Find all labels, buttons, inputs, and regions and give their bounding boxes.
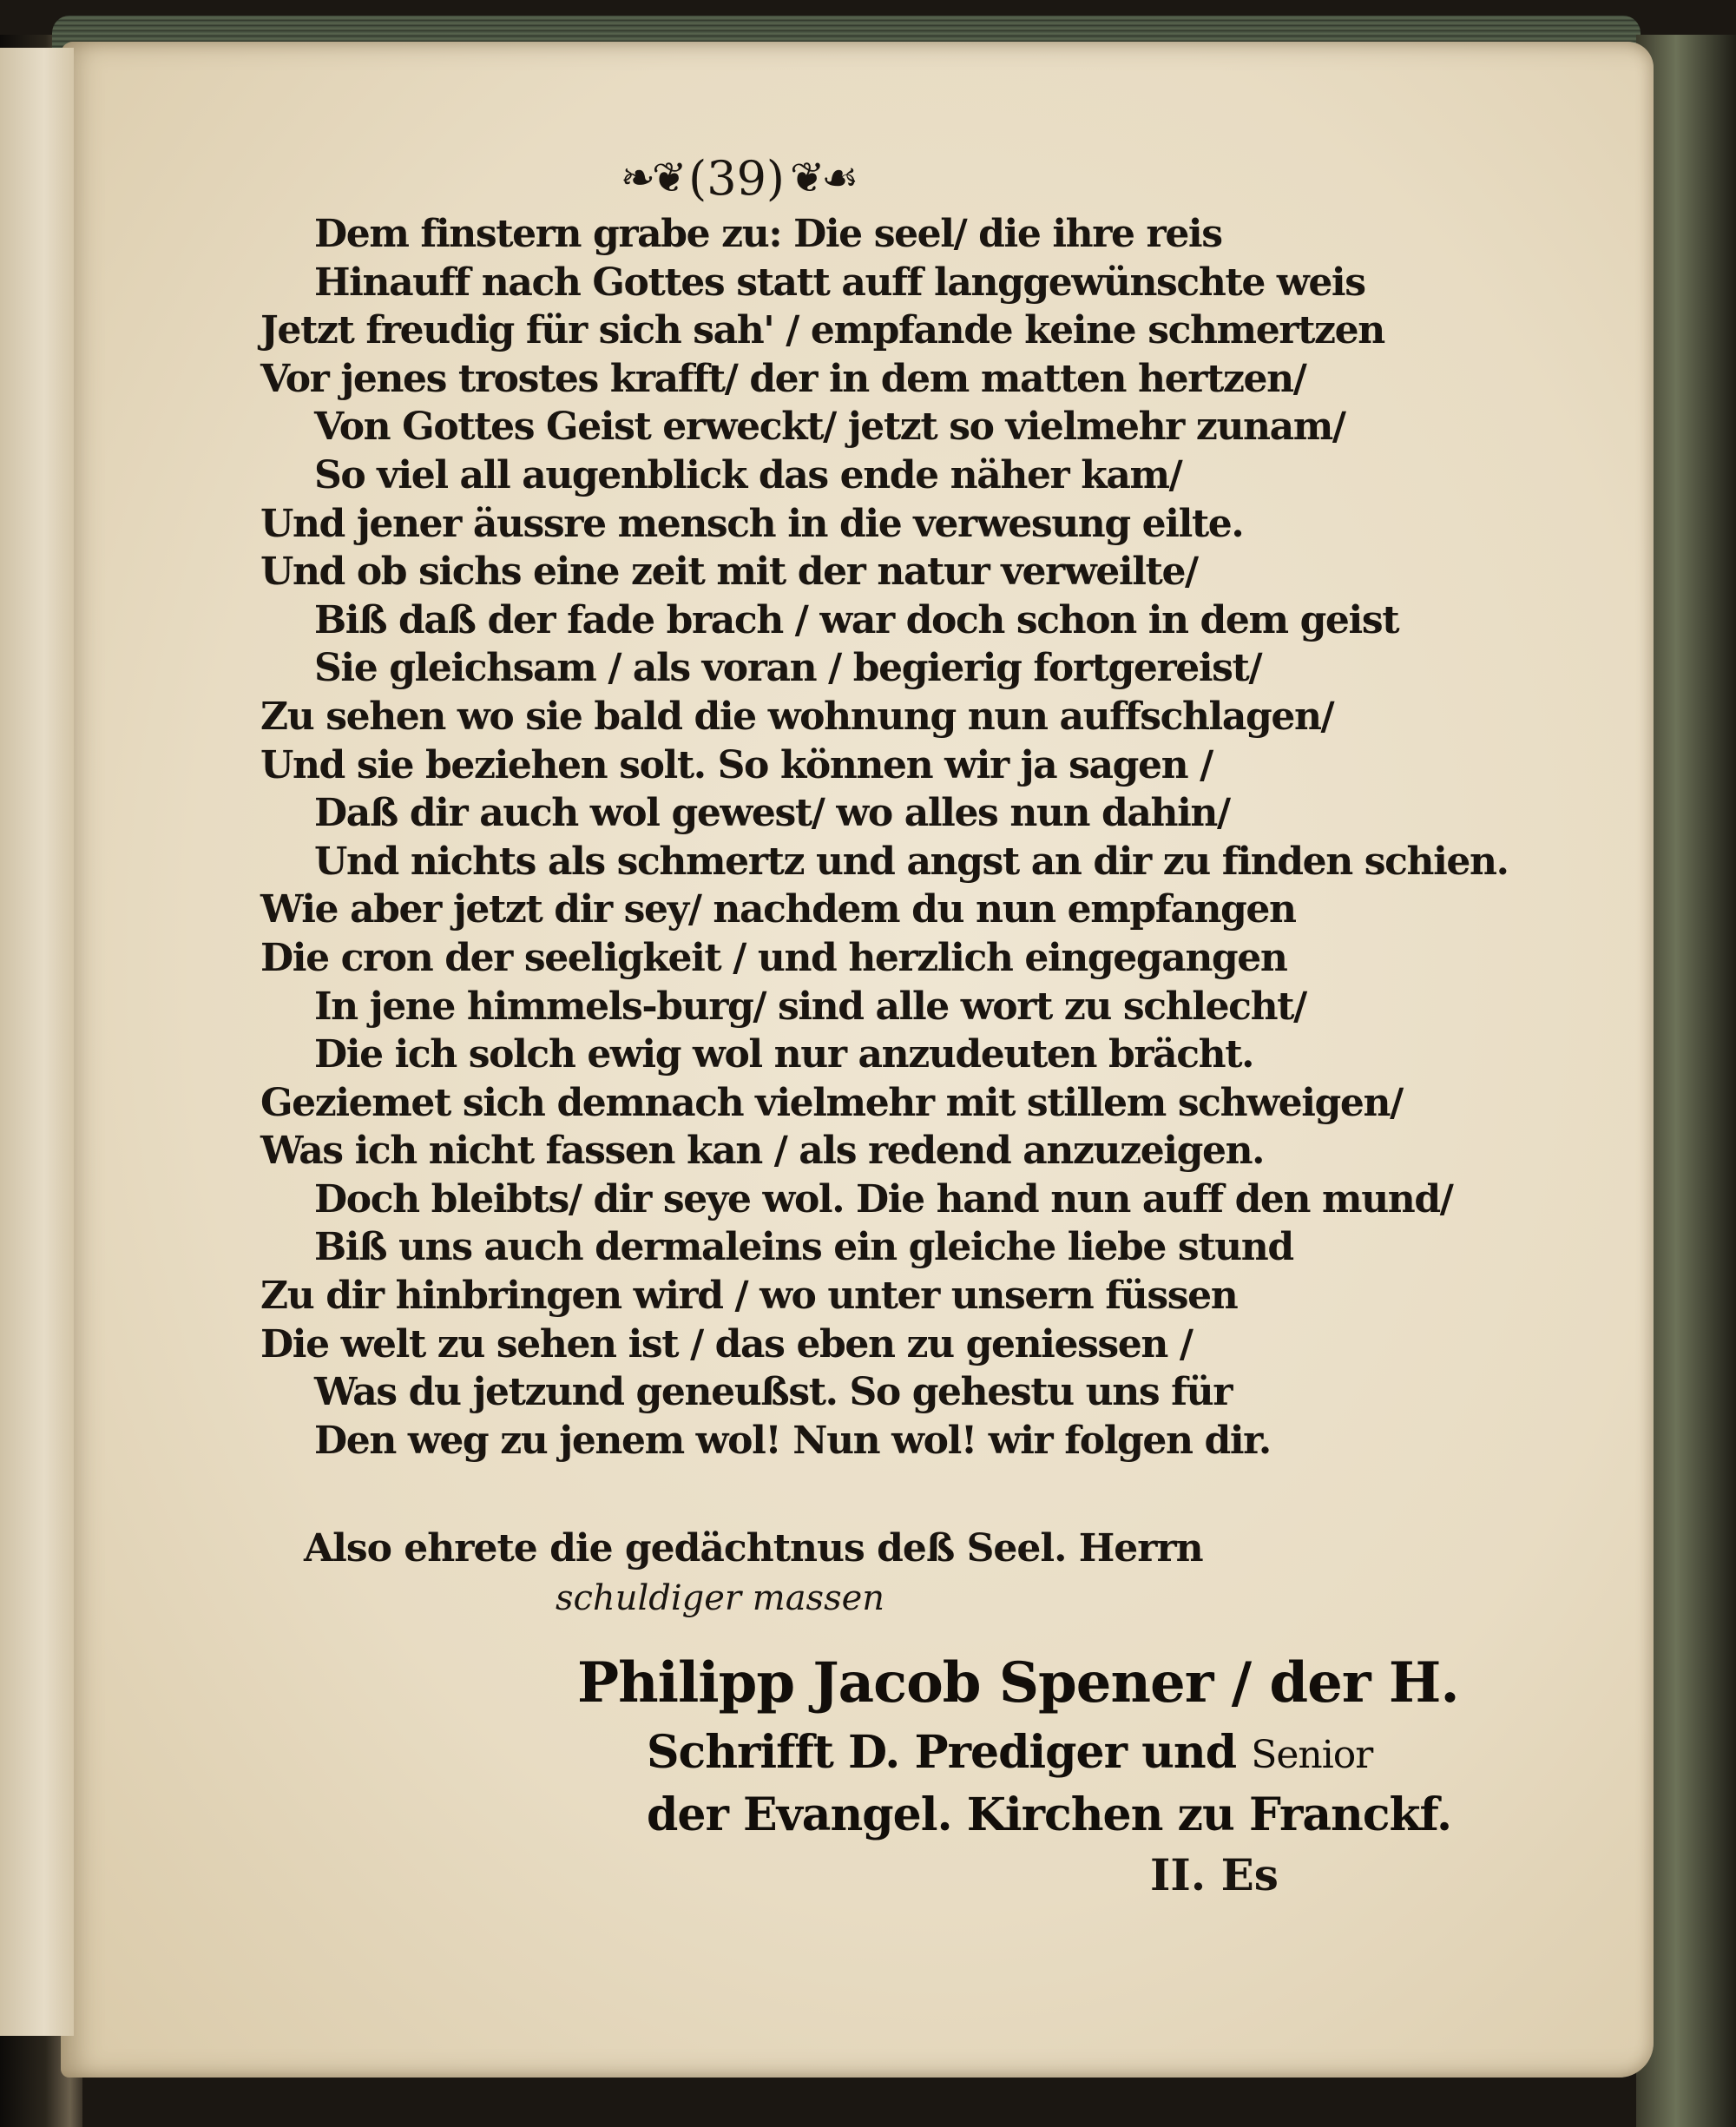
verse-line: Von Gottes Geist erweckt/ jetzt so vielmehr zunam/ [314, 405, 1345, 450]
verse-line: Und nichts als schmertz und angst an dir zu finden schien. [314, 839, 1509, 884]
verse-line: Daß dir auch wol gewest/ wo alles nun dahin/ [314, 791, 1230, 836]
verse-line: Vor jenes trostes krafft/ der in dem matten hertzen/ [260, 356, 1306, 401]
verse-line: Geziemet sich demnach vielmehr mit stillem schweigen/ [260, 1080, 1403, 1125]
verse-line: Zu dir hinbringen wird / wo unter unsern füssen [260, 1274, 1238, 1319]
verse-line: Dem finstern grabe zu: Die seel/ die ihre reis [314, 212, 1222, 256]
left-ornament-icon: ❧❦ [620, 154, 684, 202]
verse-line: Die welt zu sehen ist / das eben zu geniessen / [260, 1321, 1193, 1366]
verse-line: In jene himmels-burg/ sind alle wort zu schlecht/ [314, 984, 1306, 1029]
author-name: Philipp Jacob Spener / der H. [577, 1650, 1459, 1715]
verse-line: Wie aber jetzt dir sey/ nachdem du nun empfangen [260, 887, 1296, 932]
verse-line: Zu sehen wo sie bald die wohnung nun auffschlagen/ [260, 694, 1334, 739]
page-header [608, 139, 868, 217]
verse-line: So viel all augenblick das ende näher kam/ [314, 452, 1182, 497]
verse-line: Doch bleibts/ dir seye wol. Die hand nun auff den mund/ [314, 1176, 1453, 1222]
author-title-bold: Schrifft D. Prediger und [647, 1726, 1237, 1779]
author-church: der Evangel. Kirchen zu Franckf. [647, 1788, 1452, 1841]
page-number: (39) [688, 150, 786, 206]
verse-line: Die ich solch ewig wol nur anzudeuten brächt. [314, 1032, 1254, 1077]
verse-line: Und jener äussre mensch in die verwesung eilte. [260, 501, 1244, 546]
author-signature [577, 1645, 1459, 1847]
verse-body [260, 210, 1509, 1465]
verse-line: Was ich nicht fassen kan / als redend anzuzeigen. [260, 1129, 1265, 1174]
verse-line: Und sie beziehen solt. So können wir ja sagen / [260, 742, 1213, 787]
closing-note [304, 1524, 1203, 1623]
right-ornament-icon: ❦☙ [790, 154, 856, 202]
closing-line-2: schuldiger massen [556, 1578, 885, 1618]
closing-line-1: Also ehrete die gedächtnus deß Seel. Herrn [304, 1526, 1203, 1571]
catchword: II. Es [1150, 1849, 1279, 1900]
author-title [577, 1722, 1373, 1784]
verse-line: Und ob sichs eine zeit mit der natur verweilte/ [260, 550, 1198, 595]
facing-page-edge [0, 48, 74, 2036]
author-title-plain: Senior [1251, 1733, 1373, 1777]
verse-line: Sie gleichsam / als voran / begierig fortgereist/ [314, 646, 1262, 691]
verse-line: Was du jetzund geneußst. So gehestu uns für [314, 1370, 1233, 1415]
verse-line: Biß uns auch dermaleins ein gleiche liebe stund [314, 1225, 1293, 1270]
verse-line: Die cron der seeligkeit / und herzlich eingegangen [260, 935, 1287, 980]
verse-line: Hinauff nach Gottes statt auff langgewünschte weis [314, 260, 1365, 305]
verse-line: Jetzt freudig für sich sah' / empfande keine schmertzen [260, 308, 1384, 353]
verse-line: Den weg zu jenem wol! Nun wol! wir folgen dir. [314, 1418, 1271, 1463]
verse-line: Biß daß der fade brach / war doch schon in dem geist [314, 597, 1399, 642]
